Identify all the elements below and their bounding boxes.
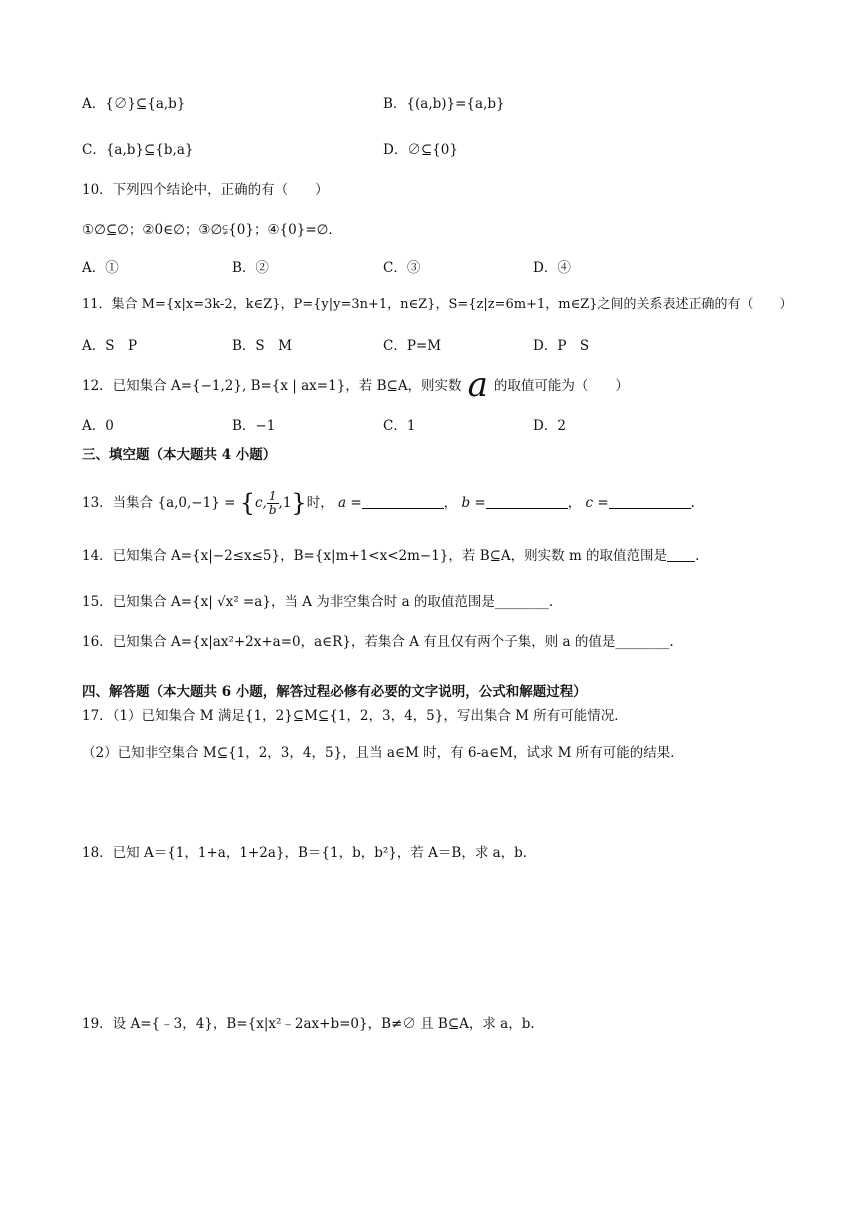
q10-option-d: D．④: [533, 260, 571, 276]
q13-c-label: c =: [585, 495, 609, 511]
q13-brace-open: {: [239, 489, 255, 517]
q12-stem-post: 的取值可能为（ ）: [493, 378, 629, 394]
q14-end: .: [695, 548, 700, 564]
q9-option-b: B．{(a,b)}={a,b}: [383, 96, 505, 112]
q17-part-1: 17．（1）已知集合 M 满足{1，2}⊆M⊆{1，2，3，4，5}，写出集合 M 所有可能情况．: [82, 708, 628, 724]
q11-option-b: B．S M: [232, 338, 292, 354]
q13: [82, 490, 695, 517]
q13-eq: =: [219, 495, 240, 511]
q10-option-c: C．③: [383, 260, 421, 276]
q14-text: 14．已知集合 A={x|−2≤x≤5}，B={x|m+1<x<2m−1}，若 B⊆A，则实数 m 的取值范围是: [82, 548, 668, 564]
section-3-title: 三、填空题（本大题共 4 小题）: [82, 447, 277, 463]
q9-option-a: A．{∅}⊆{a,b}: [82, 96, 186, 112]
q19-text: 19．设 A={﹣3，4}，B={x|x²﹣2ax+b=0}，B≠∅ 且 B⊆A，求 a，b.: [82, 1016, 535, 1032]
q9-option-c: C．{a,b}⊆{b,a}: [82, 142, 194, 158]
q13-set-left: {a,0,−1}: [157, 495, 220, 511]
q11-stem: 11．集合 M={x|x=3k-2，k∈Z}，P={y|y=3n+1，n∈Z}，S={z|z=6m+1，m∈Z}之间的关系表述正确的有（ ）: [82, 297, 793, 312]
q14: [82, 546, 699, 566]
q12-stem: [82, 365, 629, 405]
q10-stem: 10．下列四个结论中，正确的有（ ）: [82, 182, 329, 198]
q13-set-right-post: ,1: [278, 495, 292, 511]
q12-option-d: D．2: [533, 418, 566, 434]
q14-blank[interactable]: [667, 547, 695, 562]
q11-option-a: A．S P: [82, 338, 138, 354]
q13-sep-2: ，: [567, 495, 582, 511]
q12-option-a: A．0: [82, 418, 114, 434]
q10-items: ①∅⊆∅；②0∈∅；③∅⫋{0}；④{0}=∅．: [82, 222, 342, 238]
q13-set-right-pre: c,: [254, 495, 267, 511]
q13-sep-1: ，: [443, 495, 458, 511]
q12-stem-pre: 12．已知集合 A={−1,2}, B={x | ax=1}，若 B⊆A，则实数: [82, 378, 462, 394]
q13-frac-den: b: [268, 503, 277, 517]
q11-option-d: D．P S: [533, 338, 590, 354]
q10-option-b: B．②: [232, 260, 269, 276]
q13-c-blank[interactable]: [609, 494, 691, 509]
q13-end: .: [690, 495, 695, 511]
q13-a-blank[interactable]: [362, 494, 444, 509]
q9-option-d: D．∅⊆{0}: [383, 142, 458, 158]
q13-brace-close: }: [291, 489, 307, 517]
section-4-title: 四、解答题（本大题共 6 小题，解答过程必修有必要的文字说明，公式和解题过程）: [82, 684, 587, 700]
q13-post: 时，: [306, 495, 334, 511]
q13-pre: 13．当集合: [82, 495, 154, 511]
q16-text: 16．已知集合 A={x|ax²+2x+a=0，a∈R}，若集合 A 有且仅有两个子集，则 a 的值是________.: [82, 634, 674, 650]
q13-fraction: [267, 490, 279, 517]
q12-variable-a: a: [467, 365, 488, 405]
q13-frac-num: 1: [267, 490, 279, 504]
q17-part-2: （2）已知非空集合 M⊆{1，2，3，4，5}，且当 a∈M 时，有 6-a∈M，试求 M 所有可能的结果．: [82, 745, 684, 761]
q10-option-a: A．①: [82, 260, 119, 276]
q13-b-label: b =: [461, 495, 486, 511]
q11-option-c: C．P=M: [383, 338, 442, 354]
q13-b-blank[interactable]: [486, 494, 568, 509]
q18-text: 18．已知 A＝{1，1+a，1+2a}，B＝{1，b，b²}，若 A＝B，求 a，b．: [82, 845, 537, 861]
q12-option-c: C．1: [383, 418, 416, 434]
q12-option-b: B．−1: [232, 418, 276, 434]
q15-text: 15．已知集合 A={x| √x² =a}，当 A 为非空集合时 a 的取值范围是________.: [82, 594, 554, 610]
q13-a-label: a =: [338, 495, 362, 511]
